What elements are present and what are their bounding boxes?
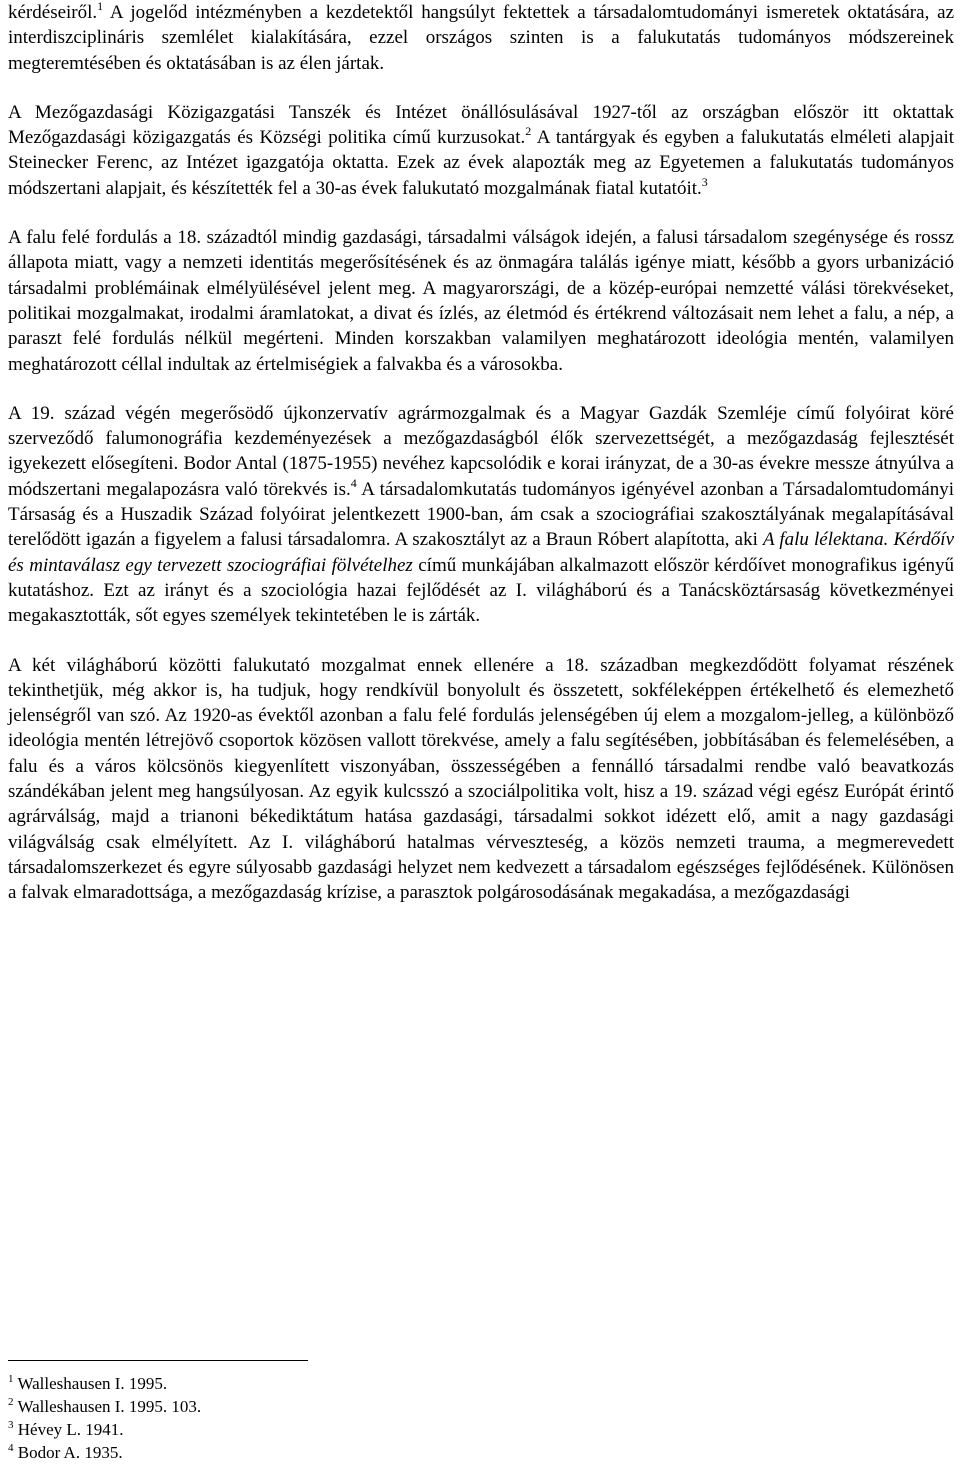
text-run: kérdéseiről.	[8, 2, 98, 23]
text-run: A 19. század végén megerősödő újkonzervatív agrármozgalmak és a Magyar Gazdák Szemléje című folyóirat köré szerveződő falumonográfia kezdeményezések a mezőgazdaságból élők szervezettségét, a mezőgazdaság fejlesztését igyekezett elősegíteni. Bodor Antal (1875-1955) nevéhez kapcsolódik e korai irányzat, de a 30-as évekre messze átnyúlva a módszertani megalapozásra való törekvés is.	[8, 402, 954, 500]
italic-title: Kérdőív és mintaválasz egy tervezett szociográfiai fölvételhez	[8, 529, 955, 576]
footnote-3	[8, 1418, 201, 1441]
text-run: A jogelőd intézményben a kezdetektől hangsúlyt fektettek a társadalomtudományi ismeretek oktatására, az interdiszciplináris szemlélet kialakítására, ezzel országos szinten is a falukutatás tudományos módszereinek megteremtésében és oktatásában is az élen jártak.	[8, 2, 954, 74]
footnote-ref-2[interactable]: 2	[525, 124, 532, 139]
footnote-ref-3[interactable]: 3	[701, 174, 708, 189]
footnotes	[8, 1372, 201, 1464]
paragraph-gap	[8, 76, 954, 100]
paragraph-1	[8, 0, 954, 76]
paragraph-2	[8, 100, 954, 201]
text-run: A Mezőgazdasági Közigazgatási Tanszék és Intézet önállósulásával 1927-től az országban először itt oktattak Mezőgazdasági közigazgatás és Községi politika című kurzusokat.	[8, 101, 954, 149]
document-body	[8, 0, 954, 906]
footnote-ref-1[interactable]: 1	[97, 0, 104, 13]
paragraph-4	[8, 401, 954, 629]
footnote-1	[8, 1372, 201, 1395]
paragraph-gap	[8, 377, 954, 401]
footnote-number: 2	[8, 1396, 14, 1408]
text-run: A két világháború közötti falukutató mozgalmat ennek ellenére a 18. században megkezdődött folyamat részének tekinthetjük, még akkor is, ha tudjuk, hogy rendkívül bonyolult és összetett, sokféleképpen értékelhető és elemezhető jelenségről van szó. Az 1920-as évektől azonban a falu felé fordulás jelenségében új elem a mozgalom-jelleg, a különböző ideológia mentén létrejövő csoportok közösen vallott törekvése, amely a falu segítésében, jobbításában és felemelésében, a falu és a város kölcsönös kiegyenlített viszonyában, összességében a fennálló társadalmi rendbe való beavatkozás szándékában jelent meg hangsúlyosan. Az egyik kulcsszó a szociálpolitika volt, hisz a 19. század végi egész Európát érintő agrárválság, majd a trianoni békediktátum hatása gazdasági, társadalmi sokkot idézett elő, amit a nagy gazdasági világválság csak elmélyített. Az I. világháború hatalmas vérveszteség, a közös nemzeti trauma, a megmerevedett társadalomszerkezet és egyre súlyosabb gazdasági helyzet nem kedvezett a társadalom egészséges fejlődésének. Különösen a falvak elmaradottsága, a mezőgazdaság krízise, a parasztok polgárosodásának megakadása, a mezőgazdasági	[8, 654, 954, 904]
paragraph-5	[8, 653, 954, 906]
text-run: A falu felé fordulás a 18. századtól mindig gazdasági, társadalmi válságok idején, a falusi társadalom szegénysége és rossz állapota miatt, vagy a nemzeti identitás megerősítésének és az önmagára találás igénye miatt, később a gyors urbanizáció társadalmi problémáinak elmélyülésével jelent meg. A magyarországi, de a közép-európai nemzetté válási törekvéseket, politikai mozgalmakat, irodalmi áramlatokat, a divat és ízlés, az életmód és értékrend változásait nem lehet a falu, a nép, a paraszt felé fordulás nélkül megérteni. Minden korszakban valamilyen meghatározott ideológia mentén, valamilyen meghatározott céllal indultak az értelmiségiek a falvakba és a városokba.	[8, 227, 954, 375]
footnote-text: Bodor A. 1935.	[13, 1443, 123, 1462]
footnote-number: 3	[8, 1419, 14, 1431]
footnote-2	[8, 1395, 201, 1418]
footnote-text: Walleshausen I. 1995.	[13, 1374, 168, 1393]
italic-title: A falu lélektana.	[762, 529, 889, 551]
footnote-text: Walleshausen I. 1995. 103.	[13, 1397, 202, 1416]
paragraph-gap	[8, 629, 954, 653]
footnote-number: 1	[8, 1373, 14, 1385]
footnote-divider	[8, 1360, 308, 1361]
footnote-ref-4[interactable]: 4	[350, 475, 357, 490]
footnote-number: 4	[8, 1442, 14, 1454]
paragraph-3	[8, 225, 954, 377]
text-run: A tantárgyak és egyben a falukutatás elméleti alapjait Steinecker Ferenc, az Intézet igazgatója oktatta. Ezek az évek alapozták meg az Egyetemen a falukutatás tudományos módszertani alapjait, és készítették fel a 30-as évek falukutató mozgalmának fiatal kutatóit.	[8, 127, 954, 199]
footnote-4	[8, 1441, 201, 1464]
text-run: című munkájában alkalmazott először kérdőívet monografikus igényű kutatáshoz. Ezt az irányt és a szociológia hazai fejlődését az I. világháború és a Tanácsköztársaság következményei megakasztották, sőt egyes személyek tekintetében le is zárták.	[8, 554, 954, 627]
footnote-text: Hévey L. 1941.	[13, 1420, 124, 1439]
text-run: A társadalomkutatás tudományos igényével azonban a Társadalomtudományi Társaság és a Huszadik Század folyóirat jelentkezett 1900-ban, ám csak a szociográfiai szakosztályának megalapításával terelődött igazán a figyelem a falusi társadalomra. A szakosztályt az a Braun Róbert alapította, aki	[8, 478, 954, 551]
paragraph-gap	[8, 201, 954, 225]
